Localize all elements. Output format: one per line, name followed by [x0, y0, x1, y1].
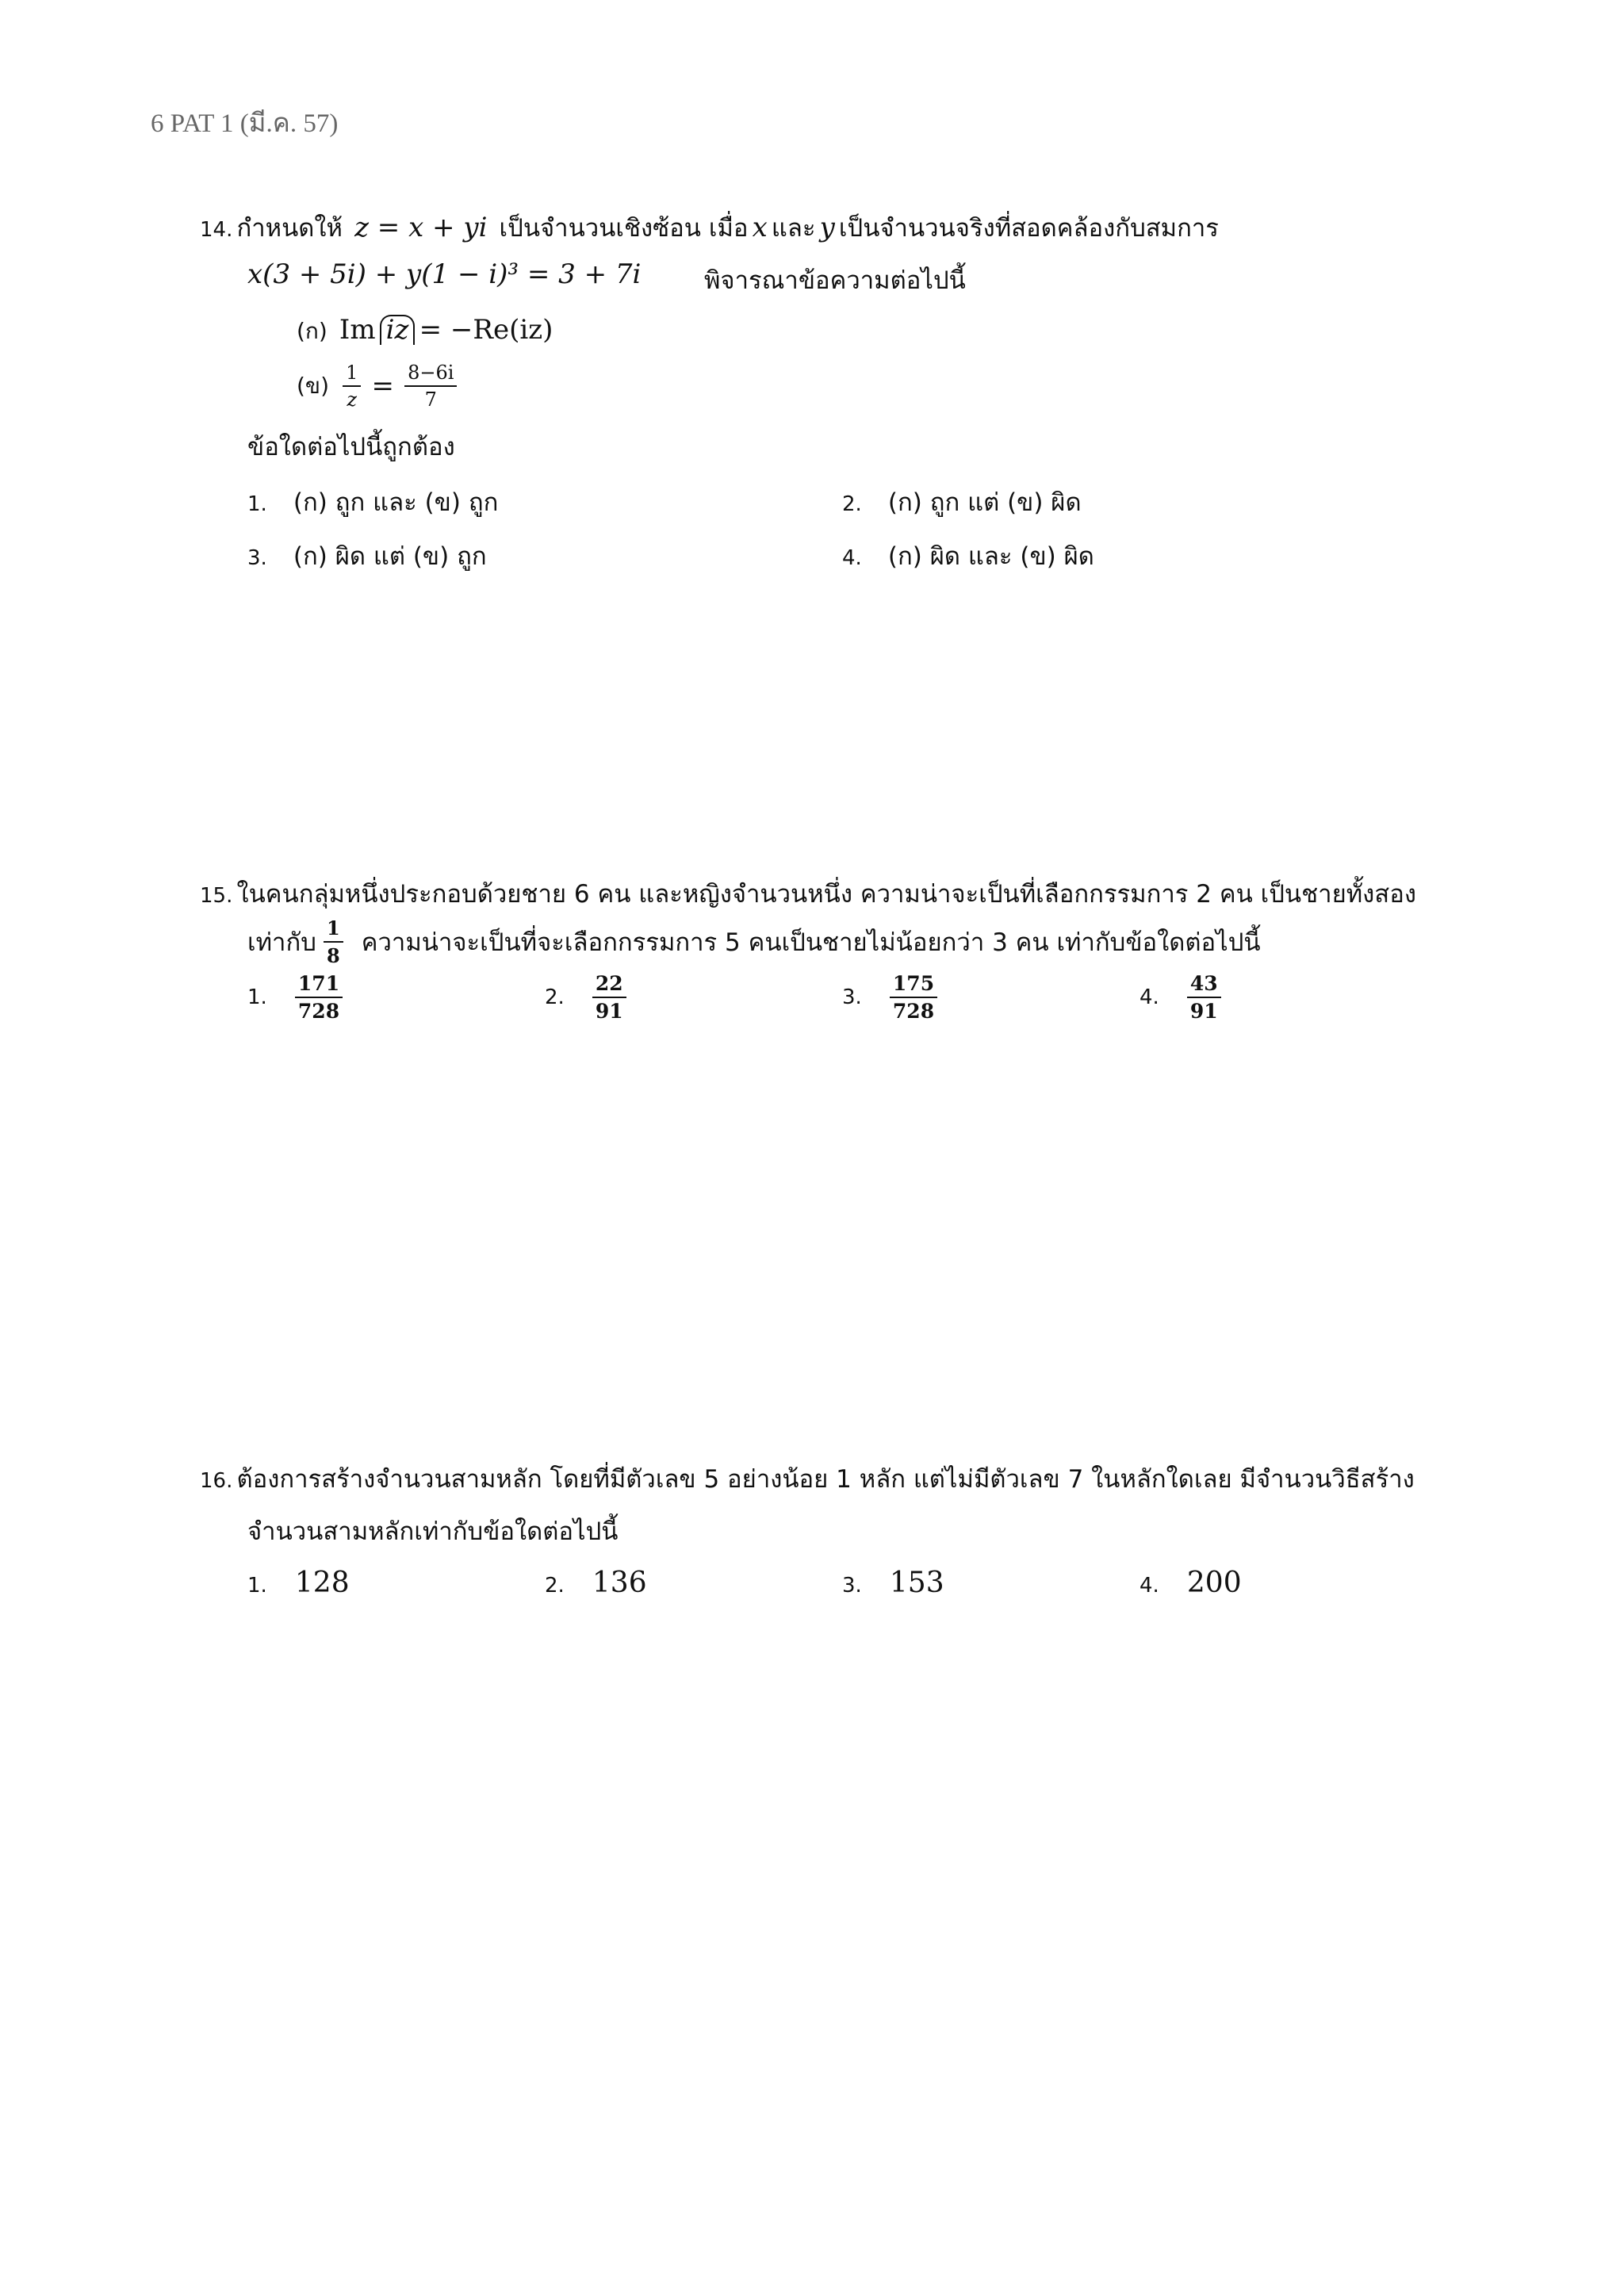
q14-statement-a [297, 314, 553, 349]
fraction-numerator: 43 [1187, 972, 1221, 998]
q15-number: 15. [200, 884, 233, 908]
q15-inline-fraction [324, 916, 343, 967]
q14-stmt-a-conjugate: iz [380, 315, 416, 345]
choice-value: 136 [592, 1567, 647, 1599]
fraction-numerator: 175 [890, 972, 937, 998]
q14-intro-mid: เป็นจำนวนเชิงซ้อน เมื่อ [499, 214, 749, 243]
choice-number: 4. [842, 546, 862, 570]
q14-stmt-a-rhs: = −Re(iz) [419, 314, 553, 346]
q14-stmt-b-fraction-right [404, 362, 457, 411]
choice-text: (ก) ถูก และ (ข) ถูก [293, 488, 499, 517]
q16-text-line2: จำนวนสามหลักเท่ากับข้อใดต่อไปนี้ [247, 1517, 619, 1546]
fraction-numerator: 22 [592, 972, 626, 998]
choice-fraction [890, 972, 937, 1023]
q14-intro-pre: กำหนดให้ [236, 214, 343, 243]
choice-number: 2. [545, 1574, 565, 1598]
choice-fraction [592, 972, 626, 1023]
q14-intro-post: เป็นจำนวนจริงที่สอดคล้องกับสมการ [838, 214, 1219, 243]
q14-y-var: y [819, 212, 835, 243]
q15-choice-4 [1139, 972, 1221, 1023]
choice-number: 4. [1139, 985, 1159, 1009]
choice-text: (ก) ถูก แต่ (ข) ผิด [887, 488, 1082, 517]
choice-number: 3. [842, 985, 862, 1009]
fraction-numerator: 1 [343, 362, 361, 387]
q14-choice-1 [247, 482, 498, 522]
q16-text-line1: ต้องการสร้างจำนวนสามหลัก โดยที่มีตัวเลข 5 อย่างน้อย 1 หลัก แต่ไม่มีตัวเลข 7 ในหลักใดเลย มีจำนวนวิธีสร้าง [236, 1465, 1415, 1494]
q14-stmt-b-equals: = [371, 370, 394, 402]
choice-number: 2. [545, 985, 565, 1009]
choice-value: 153 [889, 1567, 944, 1599]
q15-choice-1 [247, 972, 343, 1023]
choice-fraction [295, 972, 343, 1023]
fraction-denominator: 7 [424, 388, 437, 411]
choice-fraction [1187, 972, 1221, 1023]
choice-value: 200 [1186, 1567, 1242, 1599]
q14-choice-2 [842, 482, 1082, 522]
q14-choice-4 [842, 536, 1094, 576]
q14-statement-b [297, 362, 457, 411]
q14-stmt-b-fraction-left [343, 362, 361, 411]
fraction-numerator: 171 [295, 972, 343, 998]
choice-number: 3. [247, 546, 267, 570]
q14-z-def: z = x + yi [354, 212, 488, 243]
fraction-denominator: 91 [1189, 1000, 1218, 1023]
q16-choice-4 [1139, 1567, 1242, 1599]
q14-consider: พิจารณาข้อความต่อไปนี้ [704, 266, 966, 295]
q16-number: 16. [200, 1469, 233, 1493]
q15-choice-3 [842, 972, 937, 1023]
choice-number: 1. [247, 985, 267, 1009]
fraction-denominator: z [347, 388, 358, 411]
q16-choice-2 [545, 1567, 647, 1599]
choice-value: 128 [294, 1567, 350, 1599]
choice-text: (ก) ผิด และ (ข) ผิด [887, 542, 1094, 571]
fraction-denominator: 8 [326, 944, 340, 967]
q16-choice-1 [247, 1567, 350, 1599]
q14-number: 14. [200, 218, 233, 242]
q14-x-var: x [752, 212, 768, 243]
q16-choice-3 [842, 1567, 944, 1599]
fraction-numerator: 1 [324, 916, 343, 943]
fraction-denominator: 728 [892, 1000, 935, 1023]
choice-number: 4. [1139, 1574, 1159, 1598]
choice-number: 1. [247, 492, 267, 516]
q16-line1 [200, 1459, 1415, 1498]
q15-line1 [200, 874, 1416, 913]
choice-text: (ก) ผิด แต่ (ข) ถูก [293, 542, 487, 571]
q14-question: ข้อใดต่อไปนี้ถูกต้อง [247, 433, 455, 461]
q14-equation: x(3 + 5i) + y(1 − i)³ = 3 + 7i [247, 258, 642, 290]
choice-number: 3. [842, 1574, 862, 1598]
fraction-denominator: 728 [297, 1000, 340, 1023]
q15-line2 [247, 916, 1261, 967]
q14-choice-3 [247, 536, 487, 576]
fraction-numerator: 8−6i [404, 362, 457, 387]
q15-line2-post: ความน่าจะเป็นที่จะเลือกกรรมการ 5 คนเป็นชายไม่น้อยกว่า 3 คน เท่ากับข้อใดต่อไปนี้ [361, 928, 1261, 957]
q15-text-line1: ในคนกลุ่มหนึ่งประกอบด้วยชาย 6 คน และหญิงจำนวนหนึ่ง ความน่าจะเป็นที่เลือกกรรมการ 2 คน เป็นชายทั้งสอง [236, 880, 1416, 909]
q15-choice-2 [545, 972, 626, 1023]
choice-number: 1. [247, 1574, 267, 1598]
choice-number: 2. [842, 492, 862, 516]
q14-stmt-a-label: (ก) [297, 318, 327, 344]
fraction-denominator: 91 [595, 1000, 623, 1023]
q15-line2-pre: เท่ากับ [247, 928, 316, 957]
q14-stmt-b-label: (ข) [297, 373, 329, 399]
q14-and: และ [771, 214, 816, 243]
q14-line1 [200, 208, 1219, 247]
q14-stmt-a-im: Im [339, 314, 376, 346]
page-header: 6 PAT 1 (มี.ค. 57) [151, 109, 339, 138]
